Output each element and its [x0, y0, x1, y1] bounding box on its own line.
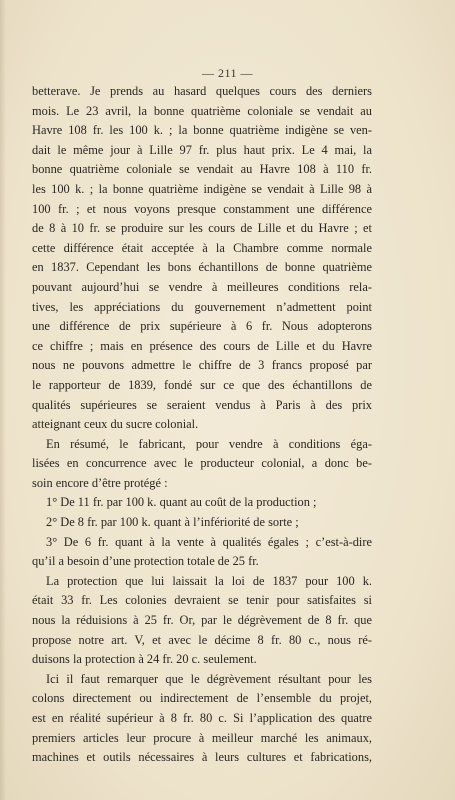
text-line: machines et outils nécessaires à leurs cultures et fabrications, [32, 750, 372, 765]
text-line: ce chiffre ; mais en présence des cours de Lille et du Havre [32, 338, 372, 353]
text-line: nous ne pouvons admettre le chiffre de 3 francs proposé par [32, 358, 372, 373]
text-line: qualités supérieures se seraient vendus à Paris à des prix [32, 397, 372, 412]
text-line: soin encore d’être protégé : [32, 475, 168, 490]
text-line: le rapporteur de 1839, fondé sur ce que des échantillons de [32, 377, 372, 392]
text-line: colons directement ou indirectement de l’ensemble du projet, [32, 691, 372, 706]
page-number: — 211 — [201, 66, 254, 80]
body-text [32, 82, 372, 768]
text-line: 1° De 11 fr. par 100 k. quant au coût de la production ; [46, 495, 317, 510]
text-line: en 1837. Cependant les bons échantillons de bonne quatrième [32, 260, 372, 275]
text-line: est en réalité supérieur à 8 fr. 80 c. Si l’application des quatre [32, 711, 372, 725]
text-line: nous la réduisions à 25 fr. Or, par le dégrèvement de 8 fr. que [32, 613, 372, 628]
text-line: qu’il a besoin d’une protection totale de 25 fr. [32, 554, 259, 569]
text-line: Ici il faut remarquer que le dégrèvement résultant pour les [46, 671, 372, 686]
text-line: Havre 108 fr. les 100 k. ; la bonne quatrième indigène se ven- [32, 123, 372, 138]
text-line: 3° De 6 fr. quant à la vente à qualités égales ; c’est-à-dire [46, 534, 372, 549]
text-line: betterave. Je prends au hasard quelques cours des derniers [32, 84, 372, 98]
text-line: mois. Le 23 avril, la bonne quatrième coloniale se vendait au [32, 103, 372, 118]
text-line: La protection que lui laissait la loi de 1837 pour 100 k. [46, 573, 372, 588]
text-line: lisées en concurrence avec le producteur colonial, a donc be- [32, 456, 372, 471]
text-line: dait le même jour à Lille 97 fr. plus haut prix. Le 4 mai, la [32, 142, 372, 157]
text-line: les 100 k. ; la bonne quatrième indigène se vendait à Lille 98 à [32, 181, 372, 196]
text-line: de 8 à 10 fr. se produire sur les cours de Lille et du Havre ; et [32, 221, 372, 236]
text-line: était 33 fr. Les colonies devraient se tenir pour satisfaites si [32, 593, 372, 608]
text-line: bonne quatrième coloniale se vendait au Havre 108 à 110 fr. [32, 162, 372, 177]
text-line: atteignant ceux du sucre colonial. [32, 417, 199, 432]
text-line: une différence de prix supérieure à 6 fr. Nous adopterons [32, 319, 372, 334]
text-line: duisons la protection à 24 fr. 20 c. seulement. [32, 652, 257, 667]
page-gutter-shadow [0, 0, 6, 800]
text-line: cette différence était acceptée à la Chambre comme normale [32, 240, 372, 255]
text-line: pouvant aujourd’hui se vendre à meilleures conditions rela- [32, 279, 372, 294]
text-line: 100 fr. ; et nous voyons presque constamment une différence [32, 201, 372, 216]
text-line: propose notre art. V, et avec le décime 8 fr. 80 c., nous ré- [32, 632, 372, 647]
text-line: 2° De 8 fr. par 100 k. quant à l’infériorité de sorte ; [46, 515, 299, 530]
text-line: premiers articles leur procure à meilleur marché les animaux, [32, 730, 372, 745]
text-line: En résumé, le fabricant, pour vendre à conditions éga- [46, 436, 372, 451]
text-line: tives, les appréciations du gouvernement n’admettent point [32, 299, 372, 314]
